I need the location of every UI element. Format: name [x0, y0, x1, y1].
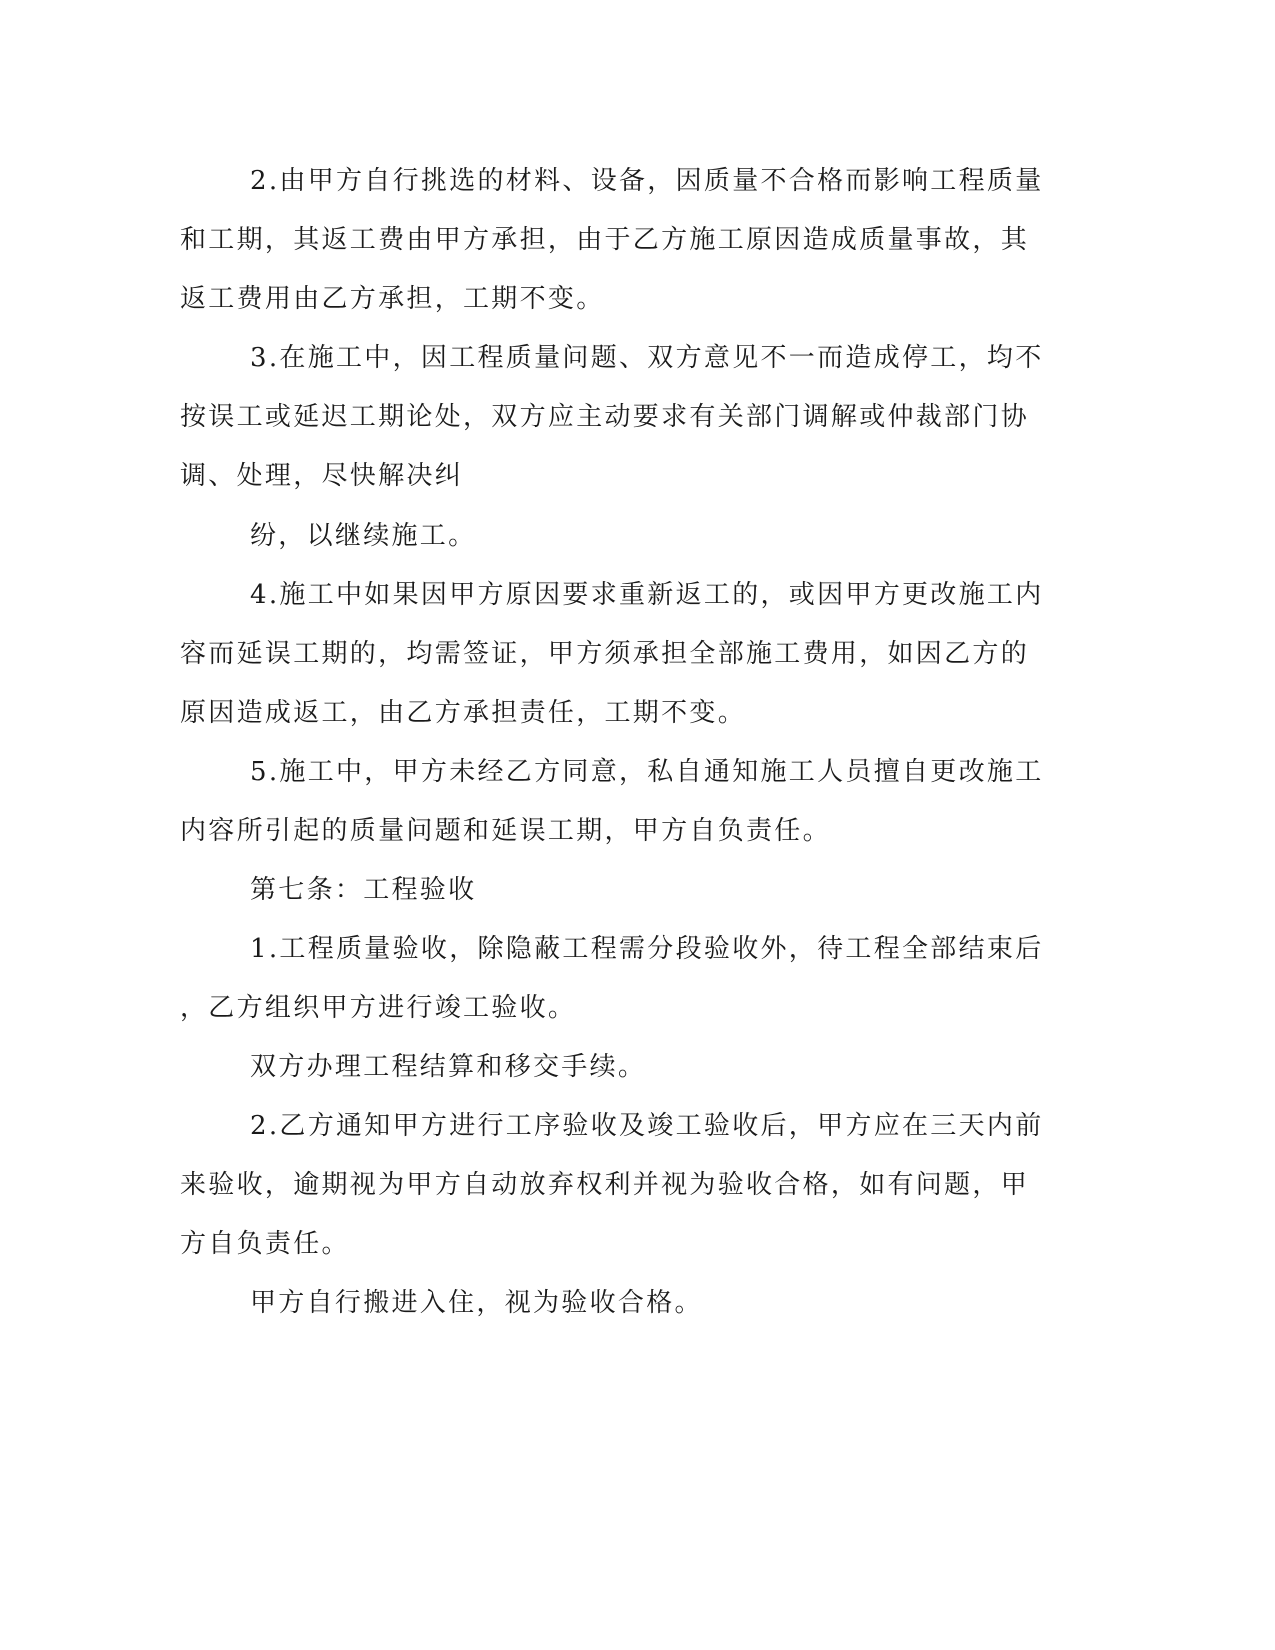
paragraph-3-line-3: 调、处理，尽快解决纠 [180, 461, 464, 491]
paragraph-3-line-4: 纷，以继续施工。 [250, 521, 477, 551]
acceptance-item-1-line-2: ，乙方组织甲方进行竣工验收。 [180, 993, 577, 1023]
acceptance-item-2-line-1: 2.乙方通知甲方进行工序验收及竣工验收后，甲方应在三天内前 [250, 1111, 1044, 1141]
acceptance-item-2-line-3: 方自负责任。 [180, 1229, 350, 1259]
acceptance-item-1-line-1: 1.工程质量验收，除隐蔽工程需分段验收外，待工程全部结束后 [250, 934, 1044, 964]
paragraph-4-line-1: 4.施工中如果因甲方原因要求重新返工的，或因甲方更改施工内 [250, 580, 1044, 610]
paragraph-2-line-1: 2.由甲方自行挑选的材料、设备，因质量不合格而影响工程质量 [250, 166, 1044, 196]
paragraph-5-line-1: 5.施工中，甲方未经乙方同意，私自通知施工人员擅自更改施工 [250, 757, 1044, 787]
paragraph-4-line-2: 容而延误工期的，均需签证，甲方须承担全部施工费用，如因乙方的 [180, 639, 1030, 669]
paragraph-2-line-2: 和工期，其返工费由甲方承担，由于乙方施工原因造成质量事故，其 [180, 225, 1030, 255]
paragraph-2-line-3: 返工费用由乙方承担，工期不变。 [180, 284, 605, 314]
acceptance-item-1-line-3: 双方办理工程结算和移交手续。 [250, 1052, 647, 1082]
section-heading-article-7: 第七条：工程验收 [250, 875, 477, 905]
paragraph-4-line-3: 原因造成返工，由乙方承担责任，工期不变。 [180, 698, 747, 728]
acceptance-item-2-line-2: 来验收，逾期视为甲方自动放弃权利并视为验收合格，如有问题，甲 [180, 1170, 1030, 1200]
paragraph-3-line-2: 按误工或延迟工期论处，双方应主动要求有关部门调解或仲裁部门协 [180, 402, 1030, 432]
paragraph-3-line-1: 3.在施工中，因工程质量问题、双方意见不一而造成停工，均不 [250, 343, 1044, 373]
acceptance-item-2-line-4: 甲方自行搬进入住，视为验收合格。 [250, 1288, 703, 1318]
paragraph-5-line-2: 内容所引起的质量问题和延误工期，甲方自负责任。 [180, 816, 831, 846]
